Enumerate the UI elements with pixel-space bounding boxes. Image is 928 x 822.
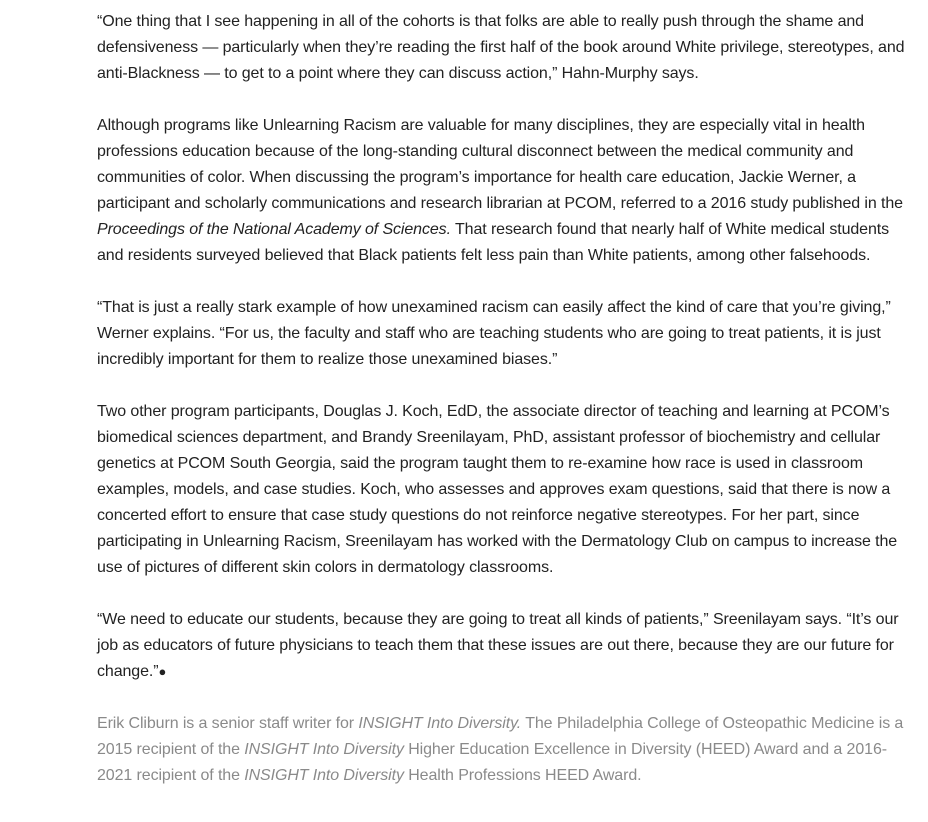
paragraph-text: Although programs like Unlearning Racism are valuable for many disciplines, they are especially vital in health professions education because of the long-standing cultural disconnect between the medical community and communities of color. When discussing the program’s importance for health care education, Jackie Werner, a participant and scholarly communications and research librarian at PCOM, referred to a 2016 study published in the — [97, 117, 903, 212]
byline-text: Health Professions HEED Award. — [403, 767, 642, 784]
paragraph-quote-werner: “That is just a really stark example of how unexamined racism can easily affect the kind of care that you’re giving,” Werner explains. “For us, the faculty and staff who are teaching students who are going to treat patients, it is just incredibly important for them to realize those unexamined biases.” — [97, 299, 891, 368]
paragraph-health-professions — [97, 113, 911, 269]
publication-name: INSIGHT Into Diversity — [244, 741, 404, 758]
paragraph-text: “We need to educate our students, because they are going to treat all kinds of patients,” Sreenilayam says. “It’s our job as educators of future physicians to teach them that these issues are out there, because they are our future for change.” — [97, 611, 899, 680]
article-body — [97, 9, 911, 789]
paragraph-quote-sreenilayam — [97, 607, 911, 685]
publication-name: INSIGHT Into Diversity. — [358, 715, 522, 732]
paragraph-quote-hahn-murphy: “One thing that I see happening in all of the cohorts is that folks are able to really push through the shame and defensiveness — particularly when they’re reading the first half of the book around White privilege, stereotypes, and anti-Blackness — to get to a point where they can discuss action,” Hahn-Murphy says. — [97, 13, 905, 82]
paragraph-text: That research found that nearly half of White medical students and residents surveyed believed that Black patients felt less pain than White patients, among other falsehoods. — [97, 221, 890, 264]
paragraph-koch-sreenilayam: Two other program participants, Douglas J. Koch, EdD, the associate director of teaching and learning at PCOM’s biomedical sciences department, and Brandy Sreenilayam, PhD, assistant professor of biochemistry and cellular genetics at PCOM South Georgia, said the program taught them to re-examine how race is used in classroom examples, models, and case studies. Koch, who assesses and approves exam questions, said that there is now a concerted effort to ensure that case study questions do not reinforce negative stereotypes. For her part, since participating in Unlearning Racism, Sreenilayam has worked with the Dermatology Club on campus to increase the use of pictures of different skin colors in dermatology classrooms. — [97, 403, 898, 576]
publication-name: INSIGHT Into Diversity — [244, 767, 404, 784]
end-mark: ● — [158, 664, 167, 679]
byline-text: The Philadelphia College of Osteopathic Medicine is a 2015 recipient of the — [97, 715, 904, 758]
journal-title: Proceedings of the National Academy of Sciences. — [97, 221, 451, 238]
byline-text: Erik Cliburn is a senior staff writer for — [97, 715, 359, 732]
byline-text: Higher Education Excellence in Diversity (HEED) Award and a 2016-2021 recipient of the — [97, 741, 887, 784]
author-byline — [97, 711, 911, 789]
